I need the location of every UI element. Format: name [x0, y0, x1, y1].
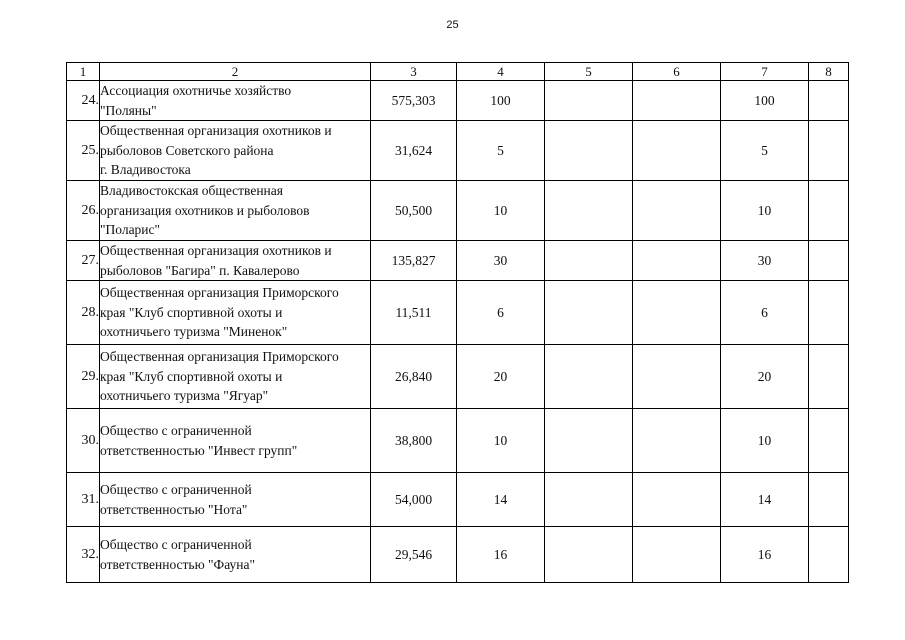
column-6-value: [633, 81, 721, 121]
column-8-value: [809, 241, 849, 281]
column-8-value: [809, 409, 849, 473]
column-6-value: [633, 181, 721, 241]
organization-name-line: Общественная организация Приморского: [100, 349, 339, 365]
row-number: 28.: [67, 281, 100, 345]
organization-name: [100, 241, 371, 281]
column-header: 4: [457, 63, 545, 81]
organization-name-line: Общество с ограниченной: [100, 423, 252, 438]
row-number: 27.: [67, 241, 100, 281]
column-7-value: 16: [721, 527, 809, 583]
organization-name-line: Общественная организация Приморского: [100, 285, 339, 301]
row-number: 30.: [67, 409, 100, 473]
column-4-value: 10: [457, 181, 545, 241]
row-number: 32.: [67, 527, 100, 583]
column-header: 2: [100, 63, 371, 81]
column-3-value: 575,303: [371, 81, 457, 121]
organization-name-line: Общественная организация охотников и: [100, 243, 332, 258]
column-7-value: 30: [721, 241, 809, 281]
organization-name-line: края "Клуб спортивной охоты и: [100, 368, 283, 384]
column-3-value: 26,840: [371, 345, 457, 409]
column-6-value: [633, 345, 721, 409]
column-8-value: [809, 181, 849, 241]
column-7-value: 20: [721, 345, 809, 409]
column-3-value: 135,827: [371, 241, 457, 281]
organization-name-line: охотничьего туризма "Миненок": [100, 324, 288, 340]
organization-name-line: г. Владивостока: [100, 162, 191, 178]
column-4-value: 30: [457, 241, 545, 281]
column-6-value: [633, 281, 721, 345]
organization-name: [100, 121, 371, 181]
organization-name-line: ответственностью "Нота": [100, 501, 248, 517]
column-4-value: 100: [457, 81, 545, 121]
column-header: 3: [371, 63, 457, 81]
column-7-value: 10: [721, 409, 809, 473]
column-5-value: [545, 181, 633, 241]
organization-name-line: "Поляны": [100, 102, 157, 118]
column-7-value: 14: [721, 473, 809, 527]
column-5-value: [545, 81, 633, 121]
organization-name-line: Ассоциация охотничье хозяйство: [100, 83, 292, 98]
column-3-value: 11,511: [371, 281, 457, 345]
column-4-value: 16: [457, 527, 545, 583]
column-5-value: [545, 121, 633, 181]
row-number: 31.: [67, 473, 100, 527]
column-3-value: 38,800: [371, 409, 457, 473]
table-row: [67, 181, 849, 241]
organization-name-line: охотничьего туризма "Ягуар": [100, 388, 269, 404]
column-6-value: [633, 527, 721, 583]
column-3-value: 31,624: [371, 121, 457, 181]
page-number: 25: [446, 19, 459, 31]
column-7-value: 6: [721, 281, 809, 345]
column-4-value: 5: [457, 121, 545, 181]
table-row: [67, 527, 849, 583]
table-row: [67, 345, 849, 409]
organization-name: [100, 409, 371, 473]
column-header: 7: [721, 63, 809, 81]
organization-name-line: "Поларис": [100, 222, 161, 238]
column-8-value: [809, 473, 849, 527]
column-8-value: [809, 81, 849, 121]
organization-name-line: Общество с ограниченной: [100, 482, 252, 497]
column-4-value: 20: [457, 345, 545, 409]
table-row: [67, 281, 849, 345]
row-number: 26.: [67, 181, 100, 241]
organization-name-line: Общество с ограниченной: [100, 537, 252, 552]
organization-name: [100, 527, 371, 583]
column-8-value: [809, 345, 849, 409]
organization-name-line: края "Клуб спортивной охоты и: [100, 304, 283, 320]
table-row: [67, 473, 849, 527]
table-row: [67, 409, 849, 473]
column-header: 1: [67, 63, 100, 81]
organization-name: [100, 473, 371, 527]
column-5-value: [545, 527, 633, 583]
organization-name: [100, 281, 371, 345]
organization-name-line: ответственностью "Инвест групп": [100, 442, 298, 458]
organization-name: [100, 345, 371, 409]
column-8-value: [809, 281, 849, 345]
column-6-value: [633, 121, 721, 181]
header-row: [67, 63, 849, 81]
column-7-value: 5: [721, 121, 809, 181]
column-7-value: 10: [721, 181, 809, 241]
column-5-value: [545, 241, 633, 281]
column-5-value: [545, 409, 633, 473]
column-8-value: [809, 121, 849, 181]
row-number: 24.: [67, 81, 100, 121]
organization-name-line: Общественная организация охотников и: [100, 123, 332, 139]
column-4-value: 14: [457, 473, 545, 527]
data-table: [66, 62, 849, 583]
organization-name-line: рыболовов Советского района: [100, 142, 274, 158]
table-row: [67, 81, 849, 121]
column-6-value: [633, 473, 721, 527]
column-5-value: [545, 345, 633, 409]
column-8-value: [809, 527, 849, 583]
column-3-value: 29,546: [371, 527, 457, 583]
table-row: [67, 241, 849, 281]
column-7-value: 100: [721, 81, 809, 121]
column-header: 5: [545, 63, 633, 81]
organization-name-line: организация охотников и рыболовов: [100, 202, 310, 218]
column-5-value: [545, 473, 633, 527]
column-3-value: 50,500: [371, 181, 457, 241]
table-row: [67, 121, 849, 181]
column-4-value: 10: [457, 409, 545, 473]
row-number: 25.: [67, 121, 100, 181]
column-header: 8: [809, 63, 849, 81]
column-6-value: [633, 409, 721, 473]
column-3-value: 54,000: [371, 473, 457, 527]
organization-name-line: Владивостокская общественная: [100, 183, 283, 199]
column-5-value: [545, 281, 633, 345]
column-6-value: [633, 241, 721, 281]
column-4-value: 6: [457, 281, 545, 345]
column-header: 6: [633, 63, 721, 81]
organization-name: [100, 81, 371, 121]
organization-name: [100, 181, 371, 241]
organization-name-line: ответственностью "Фауна": [100, 556, 256, 572]
row-number: 29.: [67, 345, 100, 409]
organization-name-line: рыболовов "Багира" п. Кавалерово: [100, 262, 300, 278]
